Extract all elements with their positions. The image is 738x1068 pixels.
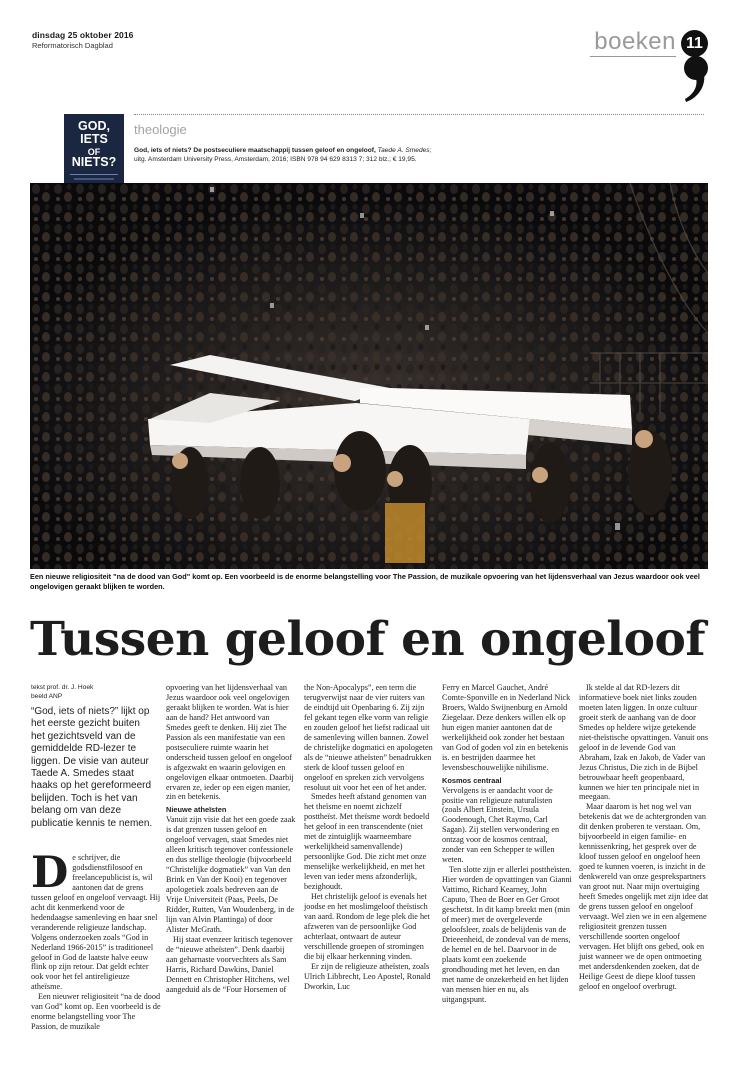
column-2 bbox=[166, 683, 296, 995]
crowd-cross-illustration bbox=[30, 183, 708, 569]
book-details bbox=[134, 146, 554, 164]
column-5 bbox=[579, 683, 709, 992]
paragraph: e schrijver, die godsdienstfilosoof en freelancepublicist is, wil aantonen dat de grens tussen geloof en ongeloof vervaagt. Hij acht dit kenmerkend voor de hedendaagse samenleving en haar snel veranderende religieuze landschap. Volgens onderzoeken zoals “God in Nederland 1966-2015” is traditioneel geloof in God de laatste halve eeuw flink op zijn retour. Dat geldt echter ook voor het fel antireligieuze atheïsme. bbox=[31, 853, 161, 992]
drop-cap: D bbox=[31, 848, 69, 898]
book-author: Taede A. Smedes; bbox=[377, 147, 432, 154]
column-1 bbox=[31, 848, 161, 1032]
page-number: 11 bbox=[681, 30, 708, 57]
paragraph: Maar daarom is het nog wel van betekenis dat we de achtergronden van dit denken proberen te verstaan. Om, bijvoorbeeld in eigen familie- en kennissenkring, het gesprek over de kloof tussen geloof en ongeloof heen goed te kunnen voeren, is inzicht in de denkwereld van onze gesprekspartners van groot nut. Naar mijn overtuiging heeft Smedes ongelijk met zijn idee dat de grens tussen geloof en ongeloof vervaagt. Wel zien we in een algemene religiositeit grenzen tussen verschillende soorten ongeloof vervagen. Het blijft ons gebed, ook en juist wanneer we de open ontmoeting met andersdenkenden zoeken, dat de Heilige Geest de diepe kloof tussen geloof en ongeloof overbrugt. bbox=[579, 802, 709, 991]
paragraph: Vervolgens is er aandacht voor de positie van religieuze naturalisten (zoals Albert Einstein, Ursula Goodenough, Chet Raymo, Carl Sagan). Zij stellen verwondering en ontzag voor de kosmos centraal, zonder van een Schepper te willen weten. bbox=[442, 785, 560, 865]
byline-author: tekst prof. dr. J. Hoek bbox=[31, 684, 94, 691]
byline-photo-credit: beeld ANP bbox=[31, 692, 63, 700]
cover-title-line: OF bbox=[87, 147, 101, 157]
cover-title-line: NIETS? bbox=[71, 155, 117, 169]
book-title: God, iets of niets? De postseculiere maatschappij tussen geloof en ongeloof, bbox=[134, 147, 376, 154]
paragraph: Vanuit zijn visie dat het een goede zaak is dat grenzen tussen geloof en ongeloof vervagen, staat Smedes niet alleen kritisch tegenover confessionele en dus stellige theologie (bijvoorbeeld “Christelijke dogmatiek” van Van den Brink en Van der Kooi) en tegenover apologetiek zoals bedreven aan de Vrije Universiteit (Paas, Peels, De Ridder, Rutten, Van Woudenberg, in de lijn van Alvin Plantinga) of door Alister McGrath. bbox=[166, 815, 296, 934]
column-4 bbox=[442, 683, 572, 1005]
comma-logo-icon bbox=[682, 52, 708, 104]
paragraph: Smedes heeft afstand genomen van het theïsme en noemt zichzelf posttheïst. Met theïsme wordt bedoeld het geloof in een transcendente (niet met de zintuiglijk waarneembare werkelijkheid samenvallende) persoonlijke God. Die zicht met onze menselijke werkelijkheid, en met het leven van ieder mens afzonderlijk, bezighoudt. bbox=[304, 792, 430, 892]
masthead-rule bbox=[590, 56, 676, 57]
paragraph: Er zijn de religieuze atheïsten, zoals Ulrich Libbrecht, Leo Apostel, Ronald Dworkin, Luc bbox=[304, 961, 431, 991]
paragraph: Ten slotte zijn er allerlei posttheïsten. Hier worden de opvattingen van Gianni Vattimo, Richard Kearney, John Caputo, Theo de Boer en Ger Groot geschetst. In dit kamp breekt men (min of meer) met de overgeleverde geloofsleer, zoals de belijdenis van de Drieeenheid, de zondeval van de mens, de hemel en de hel. Daarvoor in de plaats komt een zoekende grondhouding met het leven, en dan met name de onzekerheid en het lijden van mensen hier en nu, als uitgangspunt. bbox=[442, 865, 572, 1004]
review-divider bbox=[134, 114, 704, 115]
masthead bbox=[32, 30, 134, 50]
subheading: Kosmos centraal bbox=[442, 775, 502, 785]
newspaper-name: Reformatorisch Dagblad bbox=[32, 41, 113, 50]
paragraph: Ferry en Marcel Gauchet, André Comte-Sponville en in Nederland Nick Broers, Waldo Swijnenburg en Arnold Ziegelaar. Deze denkers willen elk op hun eigen manier aantonen dat de werkelijkheid ook zonder het bestaan van God of goden vol zin en betekenis is. en bestrijden daarmee het levensbeschouwelijke nihilisme. bbox=[442, 683, 571, 772]
photo-caption: Een nieuwe religiositeit "na de dood van God" komt op. Een voorbeeld is de enorme belangstelling voor The Passion, de muzikale opvoering van het lijdensverhaal van Jezus waardoor ook veel ongelovigen geraakt blijken te worden. bbox=[30, 572, 700, 591]
book-publication: uitg. Amsterdam University Press, Amsterdam, 2016; ISBN 978 94 629 8313 7; 312 blz.; € 19,95. bbox=[134, 156, 417, 163]
byline bbox=[31, 684, 93, 701]
paragraph: opvoering van het lijdensverhaal van Jezus waardoor ook veel ongelovigen geraakt blijken te worden. Wat is hier aan de hand? Het antwoord van Smedes geeft te denken. Hij ziet The Passion als een manifestatie van een postseculiere ruimte waarin het onderscheid tussen geloof en ongeloof is afgezwakt en waarin gelovigen en ongelovigen elkaar ontmoeten. Daarbij ervaren ze, ieder op een eigen manier, zin en betekenis. bbox=[166, 683, 294, 802]
cover-title-line: IETS bbox=[80, 132, 108, 146]
paragraph: Ik stelde al dat RD-lezers dit informatieve boek niet links zouden moeten laten liggen. In onze cultuur groeit sterk de aanhang van de door Smedes op heldere wijze getekende niet-theïstische opvattingen. Vanuit ons geloof in de levende God van Abraham, Izak en Jakob, de Vader van Jezus Christus, Die zich in de Bijbel betrouwbaar heeft geopenbaard, kunnen we hier ten principale niet in meegaan. bbox=[579, 683, 709, 802]
column-3 bbox=[304, 683, 434, 992]
paragraph: Het christelijk geloof is evenals het joodse en het moslimgeloof theïstisch van aard. Rondom de lege plek die het afzweren van de persoonlijke God achterlaat, ontwaart de auteur verschillende groepen of stromingen die bij elkaar herkenning vinden. bbox=[304, 892, 430, 961]
paragraph: Een nieuwer religiositeit “na de dood van God” komt op. Een voorbeeld is de enorme belangstelling voor The Passion, de muzikale bbox=[31, 992, 161, 1032]
cover-title-line: GOD, bbox=[78, 119, 110, 133]
paragraph: Hij staat evenzeer kritisch tegenover de “nieuwe atheïsten”. Denk daarbij aan geharnaste voorvechters als Sam Harris, Richard Dawkins, Daniel Dennett en Christopher Hitchens, wel aangeduid als de “Four Horsemen of bbox=[166, 934, 293, 994]
article-headline: Tussen geloof en ongeloof bbox=[30, 612, 706, 667]
article-intro: “God, iets of niets?” lijkt op het eerste gezicht buiten het gezichtsveld van de gemiddelde RD-lezer te liggen. De visie van auteur Taede A. Smedes staat haaks op het gereformeerd belijden. Toch is het van belang om van deze publicatie kennis te nemen. bbox=[31, 706, 153, 829]
subheading: Nieuwe atheïsten bbox=[166, 805, 227, 815]
paragraph: the Non-Apocalyps”, een term die terugverwijst naar de vier ruiters van de eindtijd uit Openbaring 6. Zij zijn fel gekant tegen elke vorm van religie en zouden geloof het liefst radicaal uit de samenleving willen bannen. Zowel de christelijke dogmatici en apologeten als de “nieuwe atheïsten” benadrukken sterk de kloof tussen geloof en ongeloof en spreken zich vervolgens resoluut uit voor het een of het ander. bbox=[304, 683, 433, 792]
section-title: boeken bbox=[594, 28, 676, 55]
review-kicker: theologie bbox=[134, 122, 187, 137]
main-photo bbox=[30, 183, 708, 569]
issue-date: dinsdag 25 oktober 2016 bbox=[32, 30, 134, 40]
